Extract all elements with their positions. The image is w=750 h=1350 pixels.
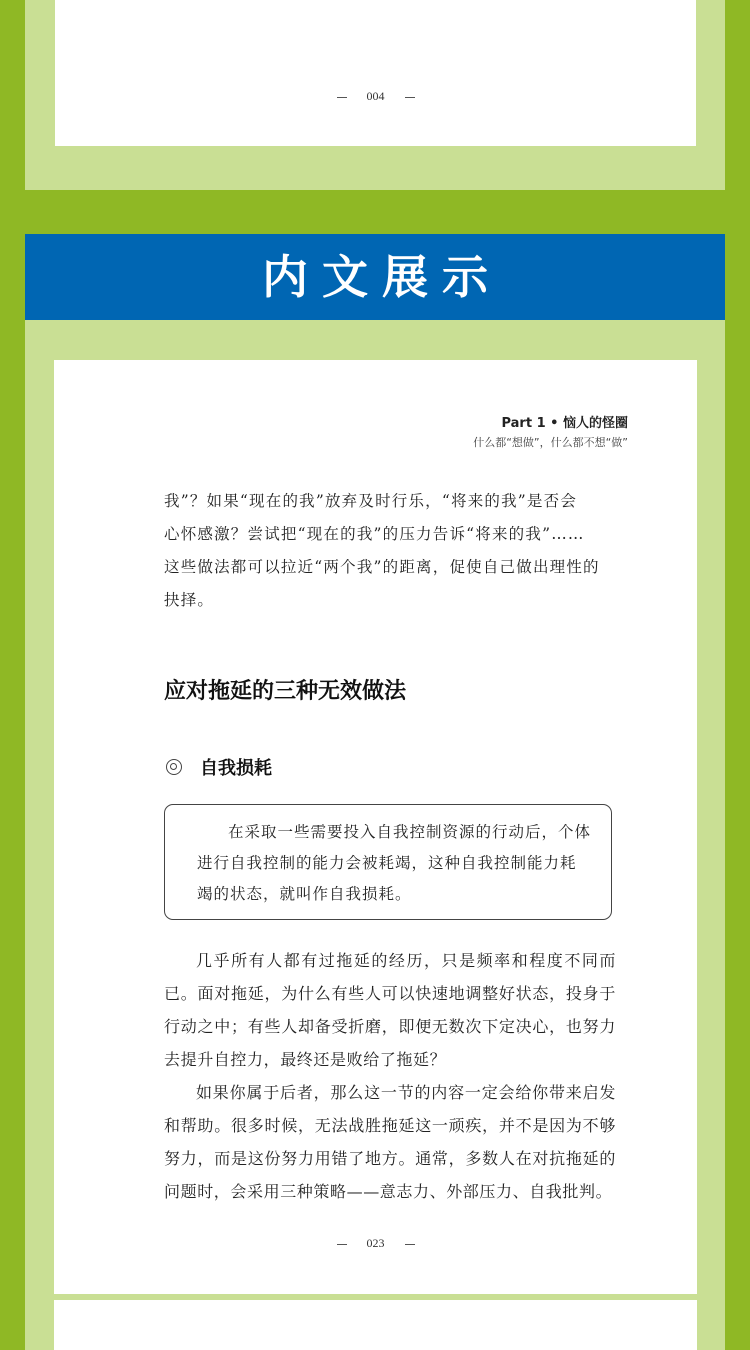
intro-line: 这些做法都可以拉近“两个我”的距离，促使自己做出理性的 [164, 558, 600, 576]
page-number-top: 004 [55, 89, 696, 104]
subsection-heading [164, 754, 272, 780]
next-book-page [54, 1300, 697, 1350]
page-number-bottom: 023 [54, 1236, 697, 1251]
running-head-subtitle: 什么都“想做”，什么都不想“做” [473, 436, 628, 449]
double-circle-icon [166, 759, 182, 775]
intro-paragraph [164, 485, 616, 617]
subsection-title: 自我损耗 [200, 758, 272, 779]
body-text [164, 944, 616, 1208]
book-page [54, 360, 697, 1294]
section-banner [25, 234, 725, 320]
top-book-page [55, 0, 696, 146]
running-head-part: Part 1 • 恼人的怪圈 [501, 416, 628, 431]
body-paragraph: 几乎所有人都有过拖延的经历，只是频率和程度不同而已。面对拖延，为什么有些人可以快速地调整好状态，投身于行动之中；有些人却备受折磨，即便无数次下定决心，也努力去提升自控力，最终还是败给了拖延？ [164, 951, 616, 1069]
intro-line: 抉择。 [164, 591, 215, 609]
running-head [473, 412, 628, 450]
body-paragraph: 如果你属于后者，那么这一节的内容一定会给你带来启发和帮助。很多时候，无法战胜拖延这一顽疾，并不是因为不够努力，而是这份努力用错了地方。通常，多数人在对抗拖延的问题时，会采用三种策略——意志力、外部压力、自我批判。 [164, 1083, 616, 1201]
section-title: 应对拖延的三种无效做法 [164, 678, 407, 704]
banner-title: 内文展示 [262, 250, 502, 304]
intro-line: 我”？如果“现在的我”放弃及时行乐，“将来的我”是否会 [164, 492, 578, 510]
intro-line: 心怀感激？尝试把“现在的我”的压力告诉“将来的我”…… [164, 525, 585, 543]
definition-box [164, 804, 612, 920]
definition-text: 在采取一些需要投入自我控制资源的行动后，个体进行自我控制的能力会被耗竭，这种自我控制能力耗竭的状态，就叫作自我损耗。 [197, 823, 592, 903]
